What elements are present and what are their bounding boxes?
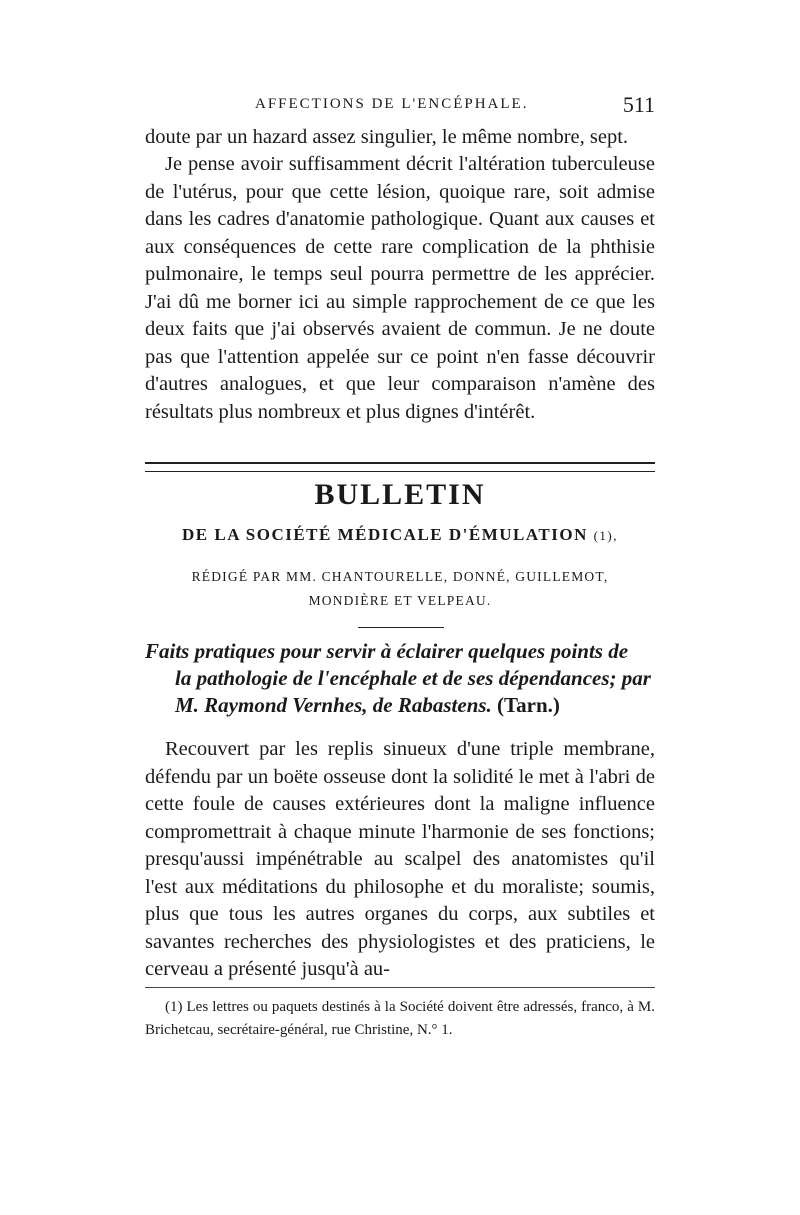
article-author: M. Raymond Vernhes, de Rabastens. bbox=[175, 693, 492, 717]
paragraph-conclusion bbox=[145, 151, 655, 426]
footnote bbox=[145, 996, 655, 1042]
footnote-text: (1) Les lettres ou paquets destinés à la Société doivent être adressés, franco, à M. Brichetcau, secrétaire-général, rue Christine, N.° 1. bbox=[145, 999, 655, 1038]
footnote-rule bbox=[145, 987, 655, 988]
article-title-line-1: Faits pratiques pour servir à éclairer quelques points de bbox=[145, 639, 629, 663]
paragraph-article-start bbox=[145, 736, 655, 984]
editors-line-2: MONDIÈRE ET VELPEAU. bbox=[308, 593, 492, 608]
society-name: DE LA SOCIÉTÉ MÉDICALE D'ÉMULATION bbox=[181, 525, 588, 544]
running-title: AFFECTIONS DE L'ENCÉPHALE. bbox=[255, 96, 529, 112]
article-title-line-3 bbox=[145, 692, 655, 719]
article-title-line-2: la pathologie de l'encéphale et de ses dépendances; par bbox=[175, 666, 651, 690]
short-divider bbox=[358, 627, 444, 628]
section-double-rule bbox=[145, 462, 655, 472]
paragraph-article-text: Recouvert par les replis sinueux d'une triple membrane, défendu par un boëte osseuse dont la solidité le met à l'abri de cette foule de causes extérieures dont la maligne influence compromettrait à chaque minute l'harmonie de ses fonctions; presqu'aussi impénétrable au scalpel des anatomistes qu'il l'est aux méditations du philosophe et du moraliste; soumis, plus que tous les autres organes du corps, aux subtiles et savantes recherches des physiologistes et des praticiens, le cerveau a présenté jusqu'à au- bbox=[145, 738, 655, 980]
paragraph-continued: doute par un hazard assez singulier, le même nombre, sept. bbox=[145, 126, 629, 148]
editors-line bbox=[145, 565, 655, 613]
running-head bbox=[145, 92, 655, 118]
paragraph-conclusion-text: Je pense avoir suffisamment décrit l'altération tuberculeuse de l'utérus, pour que cette lésion, quoique rare, soit admise dans les cadres d'anatomie pathologique. Quant aux causes et aux conséquences de cette rare complication de la phthisie pulmonaire, le temps seul pourra permettre de les apprécier. J'ai dû me borner ici au simple rapprochement de ce que les deux faits que j'ai observés avaient de commun. Je ne doute pas que l'attention appelée sur ce point n'en fasse découvrir d'autres analogues, et que leur comparaison n'amène des résultats plus nombreux et plus dignes d'intérêt. bbox=[145, 153, 655, 423]
article-title bbox=[145, 638, 655, 719]
article-place: (Tarn.) bbox=[497, 693, 560, 717]
society-title bbox=[145, 525, 655, 545]
bulletin-title: BULLETIN bbox=[314, 478, 486, 511]
editors-line-1: RÉDIGÉ PAR MM. CHANTOURELLE, DONNÉ, GUILLEMOT, bbox=[191, 569, 609, 584]
page-number: 511 bbox=[622, 92, 655, 117]
footnote-reference: (1), bbox=[593, 528, 619, 543]
